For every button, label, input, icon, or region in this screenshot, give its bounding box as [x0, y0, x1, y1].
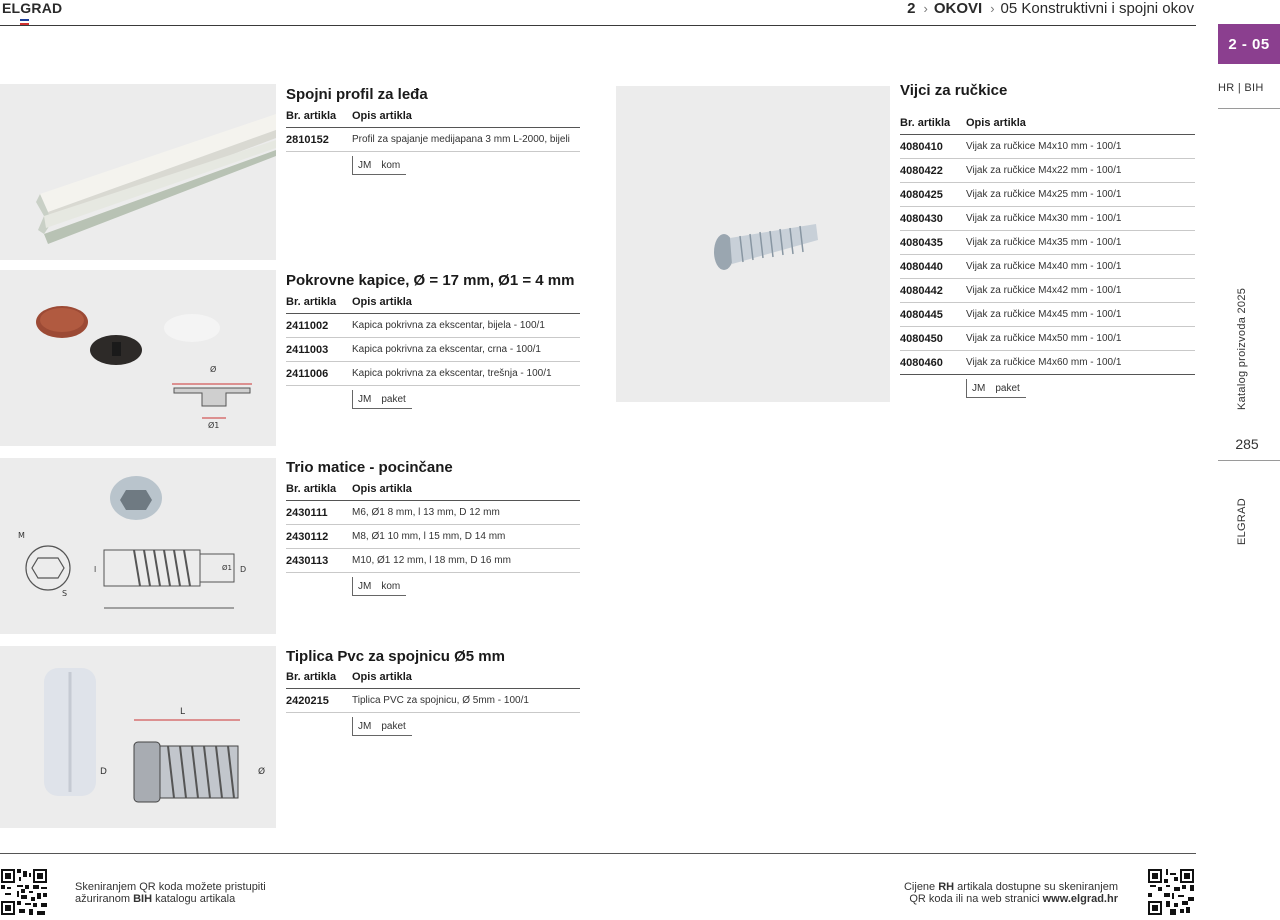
table-row: 2411003 Kapica pokrivna za ekscentar, crna - 100/1 [286, 338, 580, 362]
header-divider [0, 25, 1196, 26]
table-row: 4080440 Vijak za ručkice M4x40 mm - 100/1 [900, 255, 1195, 279]
table-row: 4080442 Vijak za ručkice M4x42 mm - 100/1 [900, 279, 1195, 303]
product-table: Br. artikla Opis artikla 2411002 Kapica pokrivna za ekscentar, bijela - 100/1 2411003 Kapica pokrivna za ekscentar, crna - 100/1 2411006 Kapica pokrivna za ekscentar, trešnja - 100/1 JM paket [286, 291, 580, 409]
breadcrumb [907, 0, 1194, 17]
brand-logo: ELGRAD [2, 0, 63, 16]
col-header-desc: Opis artikla [352, 110, 412, 122]
product-table [286, 105, 580, 175]
diagram-label-d: Ø [210, 365, 217, 374]
breadcrumb-chapter[interactable]: 2 [907, 0, 916, 17]
table-row: 2411006 Kapica pokrivna za ekscentar, trešnja - 100/1 [286, 362, 580, 386]
unit-label: JM paket [966, 379, 1026, 398]
table-row: 2430111 M6, Ø1 8 mm, l 13 mm, D 12 mm [286, 501, 580, 525]
catalog-label: Katalog proizvoda 2025 [1236, 287, 1248, 410]
side-divider [1218, 460, 1280, 461]
product-image-caps [0, 270, 276, 446]
product-image-screw [616, 86, 890, 402]
diagram-label-d1: Ø1 [208, 421, 220, 430]
col-header-code: Br. artikla [286, 110, 337, 122]
table-row: 4080430 Vijak za ručkice M4x30 mm - 100/1 [900, 207, 1195, 231]
product-title: Pokrovne kapice, Ø = 17 mm, Ø1 = 4 mm [286, 272, 575, 289]
diagram-label-s: S [62, 589, 68, 598]
footer-right-text: Cijene RH artikala dostupne su skeniranjem QR koda ili na web stranici www.elgrad.hr [903, 881, 1118, 905]
unit-label: JM paket [352, 717, 412, 736]
product-table: Br. artikla Opis artikla 2430111 M6, Ø1 8 mm, l 13 mm, D 12 mm 2430112 M8, Ø1 10 mm, l 15 mm, D 14 mm 2430113 M10, Ø1 12 mm, l 18 mm, D 16 mm JM kom [286, 478, 580, 596]
breadcrumb-sub-name[interactable]: Konstruktivni i spojni okov [1021, 0, 1194, 17]
qr-code-icon[interactable] [1148, 869, 1194, 915]
table-row: 2430113 M10, Ø1 12 mm, l 18 mm, D 16 mm [286, 549, 580, 573]
diagram-label-dd: D [240, 565, 247, 574]
table-row: 2420215 Tiplica PVC za spojnicu, Ø 5mm - 100/1 [286, 689, 580, 713]
table-row: 4080422 Vijak za ručkice M4x22 mm - 100/1 [900, 159, 1195, 183]
unit-label: JM kom [352, 577, 406, 596]
qr-code-icon[interactable] [1, 869, 47, 915]
product-title: Trio matice - pocinčane [286, 459, 453, 476]
footer-left-text: Skeniranjem QR koda možete pristupiti ažuriranom BIH katalogu artikala [75, 881, 266, 905]
unit-label: JM kom [352, 156, 406, 175]
product-table: Br. artikla Opis artikla 2420215 Tiplica PVC za spojnicu, Ø 5mm - 100/1 JM paket [286, 666, 580, 736]
product-image-dowel [0, 646, 276, 828]
website-link[interactable]: www.elgrad.hr [1042, 893, 1118, 905]
footer-divider [0, 853, 1196, 854]
table-row: 2411002 Kapica pokrivna za ekscentar, bijela - 100/1 [286, 314, 580, 338]
table-row: 2430112 M8, Ø1 10 mm, l 15 mm, D 14 mm [286, 525, 580, 549]
chevron-right-icon: › [990, 1, 995, 16]
product-title: Spojni profil za leđa [286, 86, 428, 103]
breadcrumb-section[interactable]: OKOVI [933, 0, 983, 17]
breadcrumb-sub-num[interactable]: 05 [1000, 0, 1018, 17]
product-table: Br. artikla Opis artikla 4080410 Vijak za ručkice M4x10 mm - 100/1 4080422 Vijak za ručkice M4x22 mm - 100/1 4080425 Vijak za ručkice M4x25 mm - 100/1 4080430 Vijak za ručkice M4x30 mm - 100/1 4080435 Vijak za ručkice M4x35 mm - 100/1 4080440 Vijak za ručkice M4x40 mm - 100/1 4080442 Vijak za ručkice M4x42 mm - 100/1 4080445 Vijak za ručkice M4x45 mm - 100/1 4080450 Vijak za ručkice M4x50 mm - 100/1 4080460 Vijak za ručkice M4x60 mm - 100/1 JM paket [900, 112, 1195, 398]
side-brand: ELGRAD [1236, 497, 1248, 545]
language-label: HR | BIH [1218, 82, 1264, 94]
table-row: 4080460 Vijak za ručkice M4x60 mm - 100/1 [900, 351, 1195, 375]
diagram-label-l: l [94, 565, 97, 574]
chevron-right-icon: › [923, 1, 928, 16]
section-tab[interactable]: 2 - 05 [1218, 24, 1280, 64]
table-row: 4080435 Vijak za ručkice M4x35 mm - 100/1 [900, 231, 1195, 255]
table-row: 4080410 Vijak za ručkice M4x10 mm - 100/1 [900, 135, 1195, 159]
diagram-label-l: L [180, 707, 186, 717]
diagram-label-m: M [18, 531, 25, 540]
product-image-trio-nut [0, 458, 276, 634]
product-title: Vijci za ručkice [900, 82, 1008, 99]
table-row: 4080425 Vijak za ručkice M4x25 mm - 100/1 [900, 183, 1195, 207]
table-row: 2810152 Profil za spajanje medijapana 3 mm L-2000, bijeli [286, 128, 580, 152]
table-row: 4080450 Vijak za ručkice M4x50 mm - 100/1 [900, 327, 1195, 351]
product-image-profile [0, 84, 276, 260]
unit-label: JM paket [352, 390, 412, 409]
product-title: Tiplica Pvc za spojnicu Ø5 mm [286, 648, 505, 665]
diagram-label-d2: Ø [258, 767, 266, 777]
diagram-label-d: D [100, 767, 107, 777]
diagram-label-d1: Ø1 [222, 564, 232, 572]
table-row: 4080445 Vijak za ručkice M4x45 mm - 100/1 [900, 303, 1195, 327]
page-number: 285 [1235, 436, 1259, 452]
side-divider [1218, 108, 1280, 109]
